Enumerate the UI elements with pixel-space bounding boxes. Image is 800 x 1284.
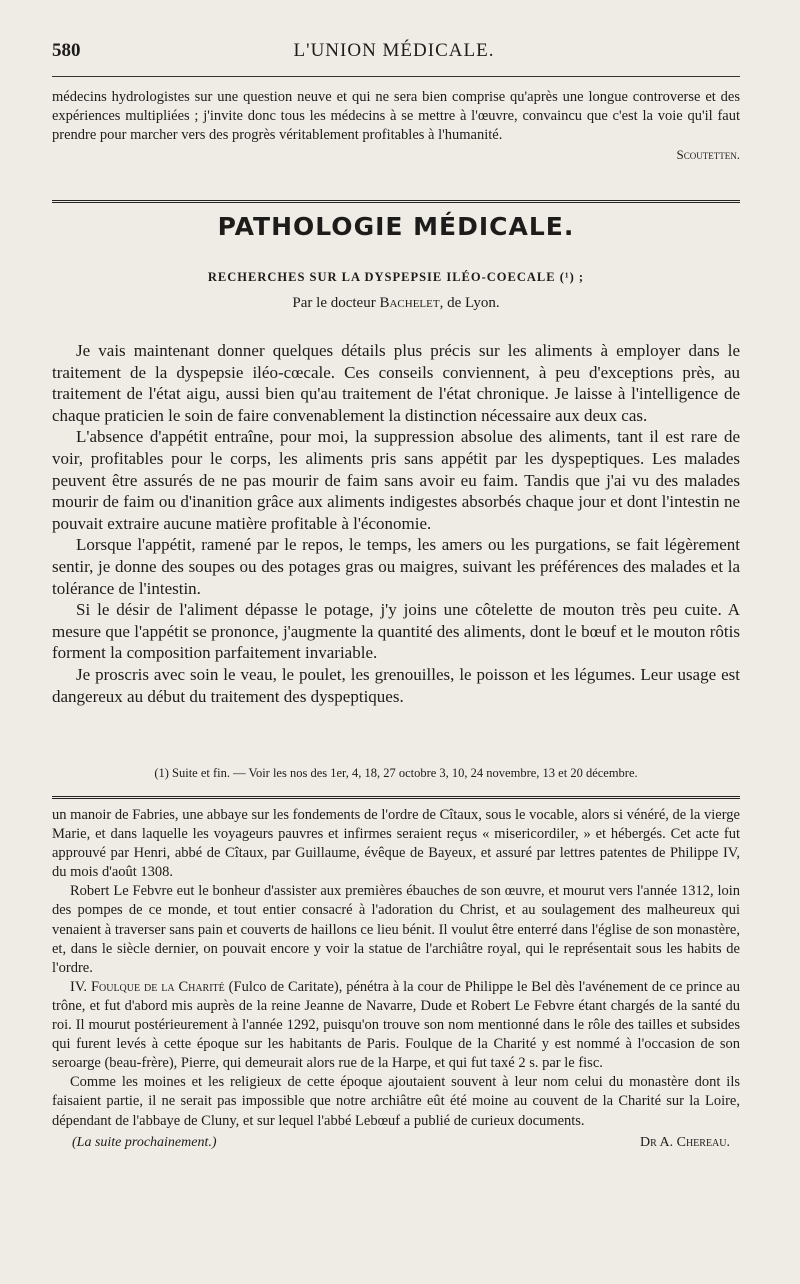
feuilleton-rule — [52, 796, 740, 799]
feuilleton-paragraph: Robert Le Febvre eut le bonheur d'assister aux premières ébauches de son œuvre, et mourut vers l'année 1312, loin des pompes de ce monde, et tout entier consacré à l'adoration du Christ, et au soulagement des malheureux qui venaient à traverser sans pain et couverts de haillons ce lieu bénit. Il voulut être enterré dans l'église de son monastère, et, dans le siècle dernier, on pouvait encore y voir la statue de l'archiâtre royal, qui le représentait sous les habits de l'ordre. — [52, 883, 740, 976]
journal-title: L'UNION MÉDICALE. — [293, 40, 495, 61]
continued-note: (La suite prochainement.) — [72, 1134, 217, 1150]
byline-author: Bachelet — [379, 295, 440, 311]
section-header — [52, 212, 740, 241]
feuilleton-section — [52, 806, 740, 1155]
page-number: 580 — [52, 40, 81, 61]
article-title: RECHERCHES SUR LA DYSPEPSIE ILÉO-COECALE (¹) ; — [207, 270, 585, 284]
article-header — [52, 270, 740, 312]
feuilleton-paragraph: un manoir de Fabries, une abbaye sur les fondements de l'ordre de Cîtaux, sous le vocable, alors si vénéré, de la vierge Marie, et dans laquelle les voyageurs pauvres et infirmes seraient reçus « misericordiler, » et hébergés. Cet acte fut approuvé par Henri, abbé de Cîtaux, par Guillaume, évêque de Bayeux, et assuré par lettres patentes de Philippe IV, du mois d'août 1308. — [52, 807, 740, 881]
feuilleton-signature: Dr A. Chereau. — [639, 1134, 730, 1150]
article-paragraph: Lorsque l'appétit, ramené par le repos, le temps, les amers ou les purgations, se fait légèrement sentir, je donne des soupes ou des potages gras ou maigres, suivant les préférences des malades et la tolérance de l'intestin. — [52, 535, 740, 598]
byline-prefix: Par le docteur — [292, 295, 376, 311]
intro-section — [52, 88, 740, 163]
header-rule — [52, 76, 740, 77]
section-rule — [52, 200, 740, 203]
page-header — [52, 34, 736, 68]
article-byline — [52, 295, 740, 312]
article-paragraph: L'absence d'appétit entraîne, pour moi, la suppression absolue des aliments, tant il est rare de voir, profitables pour le corps, les aliments pris sans appétit par les dyspeptiques. Les malades peuvent être assurés de ne pas mourir de faim sans avoir eu faim. Tandis que j'ai vu des malades mourir de faim ou d'inanition grâce aux aliments indigestes absorbés chaque jour et dont l'intestin ne pouvait extraire aucune matière profitable à l'économie. — [52, 427, 740, 533]
footnote-section — [52, 766, 740, 781]
article-paragraph: Je proscris avec soin le veau, le poulet, les grenouilles, le poisson et les légumes. Leur usage est dangereux au début du traitement des dyspeptiques. — [52, 664, 740, 706]
feuilleton-paragraph: Comme les moines et les religieux de cette époque ajoutaient souvent à leur nom celui du monastère dont ils faisaient partie, il ne serait pas impossible que notre archiâtre eût été moine au couvent de la Charité sur la Loire, dépendant de l'abbaye de Cluny, et sur lequel l'abbé Lebœuf a publié de curieux documents. — [52, 1074, 740, 1129]
section-title: PATHOLOGIE MÉDICALE. — [217, 212, 575, 241]
article-body — [52, 340, 740, 707]
article-footnote: (1) Suite et fin. — Voir les nos des 1er, 4, 18, 27 octobre 3, 10, 24 novembre, 13 et 20 décembre. — [154, 766, 638, 780]
feuilleton-paragraph — [52, 978, 740, 1073]
feuilleton-subject-name: IV. Foulque de la Charité — [70, 978, 225, 995]
feuilleton-signature-line — [52, 1135, 740, 1155]
byline-suffix: , de Lyon. — [439, 295, 500, 311]
article-paragraph: Si le désir de l'aliment dépasse le potage, j'y joins une côtelette de mouton très peu cuite. A mesure que l'appétit se prononce, j'augmente la quantité des aliments, dont le bœuf et le mouton rôtis forment la composition parfaitement invariable. — [52, 600, 740, 663]
feuilleton-paragraph-text: (Fulco de Caritate), pénétra à la cour de Philippe le Bel dès l'avénement de ce prince au trône, et fut d'abord mis auprès de la reine Jeanne de Navarre, Dude et Robert Le Febvre étant chargés de la santé du roi. Il mourut postérieurement à l'année 1292, puisqu'on trouve son nom mentionné dans le rôle des tailles et subsides qui furent levés à cette époque sur les habitants de Paris. Foulque de la Charité y est nommé à l'occasion de son seroarge (beau-frère), Pierre, qui demeurait alors rue de la Harpe, et qui fut taxé 2 s. par le fisc. — [52, 978, 740, 1072]
intro-paragraph: médecins hydrologistes sur une question neuve et qui ne sera bien comprise qu'après une longue controverse et des expériences multipliées ; j'invite donc tous les médecins à se mettre à l'œuvre, convaincu que c'est la voie qu'il faut prendre pour marcher vers des progrès véritablement profitables à l'humanité. — [52, 89, 740, 143]
article-paragraph: Je vais maintenant donner quelques détails plus précis sur les aliments à employer dans le traitement de la dyspepsie iléo-cœcale. Ces conseils conviennent, à peu d'exceptions près, au traitement de l'état aigu, aussi bien qu'au traitement de l'état chronique. Je laisse à l'intelligence de chaque praticien le soin de faire convenablement la distinction nécessaire aux deux cas. — [52, 341, 740, 425]
intro-signature: Scoutetten. — [676, 147, 740, 162]
